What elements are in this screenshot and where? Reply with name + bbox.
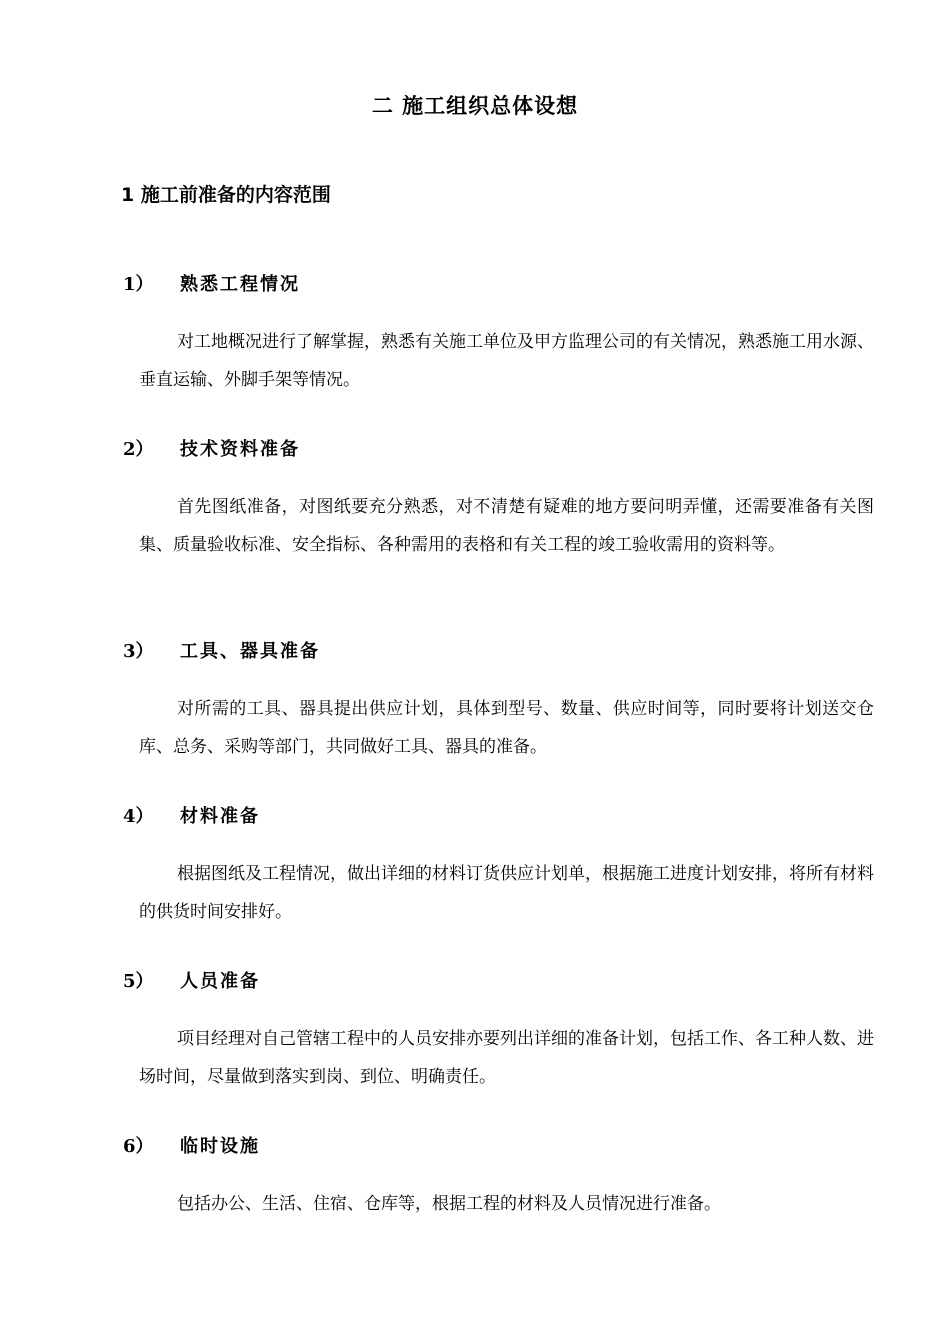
item-body: 包括办公、生活、住宿、仓库等，根据工程的材料及人员情况进行准备。 (177, 1194, 721, 1214)
item-heading (123, 802, 260, 832)
section-heading: 1 施工前准备的内容范围 (121, 184, 331, 206)
item-heading (123, 1132, 260, 1162)
item-heading (123, 270, 300, 300)
item-body: 根据图纸及工程情况，做出详细的材料订货供应计划单，根据施工进度计划安排，将所有材料的供货时间安排好。 (139, 864, 874, 922)
item-body: 对所需的工具、器具提出供应计划，具体到型号、数量、供应时间等，同时要将计划送交仓库、总务、采购等部门，共同做好工具、器具的准备。 (139, 699, 874, 757)
item-number: 6） (123, 1136, 154, 1157)
item-body: 项目经理对自己管辖工程中的人员安排亦要列出详细的准备计划，包括工作、各工种人数、进场时间，尽量做到落实到岗、到位、明确责任。 (139, 1029, 874, 1087)
item-number: 5） (123, 971, 154, 992)
item-body: 对工地概况进行了解掌握，熟悉有关施工单位及甲方监理公司的有关情况，熟悉施工用水源、垂直运输、外脚手架等情况。 (139, 332, 874, 390)
item-number: 4） (123, 806, 154, 827)
item-label: 人员准备 (180, 971, 260, 992)
item-label: 熟悉工程情况 (180, 274, 300, 295)
item-heading (123, 435, 300, 465)
item-heading (123, 967, 260, 997)
document-title: 二 施工组织总体设想 (371, 94, 579, 118)
item-number: 3） (123, 641, 154, 662)
item-number: 1） (123, 274, 154, 295)
item-heading (123, 637, 320, 667)
item-label: 临时设施 (180, 1136, 260, 1157)
item-number: 2） (123, 439, 154, 460)
item-label: 工具、器具准备 (180, 641, 320, 662)
item-label: 技术资料准备 (180, 439, 300, 460)
item-label: 材料准备 (180, 806, 260, 827)
item-body: 首先图纸准备，对图纸要充分熟悉，对不清楚有疑难的地方要问明弄懂，还需要准备有关图集、质量验收标准、安全指标、各种需用的表格和有关工程的竣工验收需用的资料等。 (139, 497, 874, 555)
